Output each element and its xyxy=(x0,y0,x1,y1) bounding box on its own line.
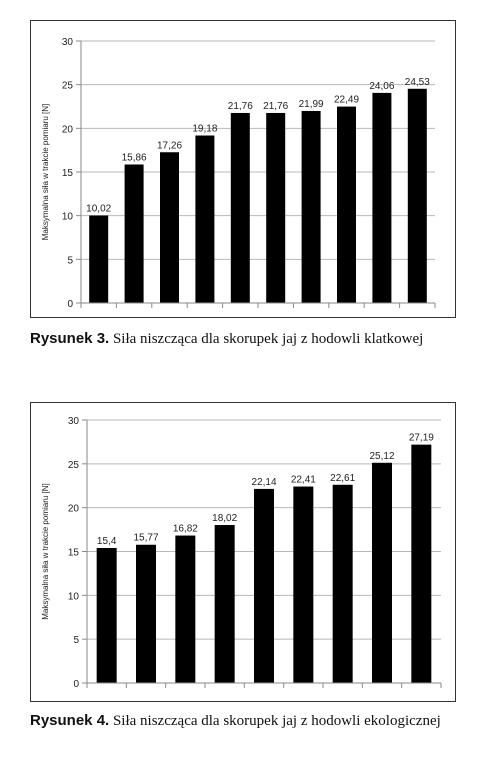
data-label: 21,76 xyxy=(263,100,289,112)
data-label: 22,41 xyxy=(290,474,316,486)
y-tick-label: 25 xyxy=(67,459,79,471)
data-label: 21,99 xyxy=(298,98,324,110)
chart-frame xyxy=(30,20,456,318)
bar xyxy=(195,135,214,303)
bar xyxy=(215,525,235,683)
data-label: 10,02 xyxy=(86,203,112,215)
bar xyxy=(231,113,250,303)
data-label: 19,18 xyxy=(192,123,218,135)
data-label: 17,26 xyxy=(156,140,183,152)
data-label: 15,86 xyxy=(121,152,147,164)
data-label: 16,82 xyxy=(172,523,198,535)
data-label: 18,02 xyxy=(212,513,238,525)
bar xyxy=(266,113,285,303)
chart-frame xyxy=(30,402,456,702)
bar xyxy=(89,215,108,303)
y-tick-label: 30 xyxy=(67,416,79,427)
y-axis-title: Maksymalna siła w trakcie pomiaru [N] xyxy=(41,483,50,620)
y-tick-label: 0 xyxy=(73,679,79,690)
bar-chart xyxy=(31,403,455,701)
y-tick-label: 10 xyxy=(67,591,79,603)
y-tick-label: 0 xyxy=(67,299,73,310)
bar xyxy=(372,93,391,303)
bar xyxy=(337,107,356,303)
data-label: 15,4 xyxy=(96,535,117,547)
data-label: 22,61 xyxy=(330,472,356,484)
bar xyxy=(333,485,353,683)
caption-label: Rysunek 4. xyxy=(30,712,110,729)
figure-caption xyxy=(30,712,460,730)
bar xyxy=(97,548,117,683)
bar xyxy=(411,445,431,683)
y-tick-label: 10 xyxy=(61,211,73,223)
data-label: 22,49 xyxy=(333,94,360,106)
y-tick-label: 15 xyxy=(61,168,73,179)
caption-text: Siła niszcząca dla skorupek jaj z hodowli klatkowej xyxy=(109,331,424,347)
bar xyxy=(254,489,274,683)
data-label: 15,77 xyxy=(133,532,159,544)
bar xyxy=(408,89,427,303)
bar xyxy=(293,487,313,683)
y-tick-label: 15 xyxy=(67,547,79,559)
data-label: 24,53 xyxy=(404,76,430,88)
bar-chart xyxy=(31,21,455,317)
caption-text: Siła niszcząca dla skorupek jaj z hodowli ekologicznej xyxy=(109,713,441,729)
y-tick-label: 5 xyxy=(67,255,73,267)
bar xyxy=(372,463,392,683)
bar xyxy=(160,152,179,303)
figure-caption xyxy=(30,330,460,348)
data-label: 21,76 xyxy=(227,100,253,112)
bar xyxy=(302,111,321,303)
data-label: 24,06 xyxy=(369,80,395,92)
y-tick-label: 30 xyxy=(61,37,73,48)
y-tick-label: 20 xyxy=(61,124,73,136)
bar xyxy=(175,536,195,683)
data-label: 27,19 xyxy=(408,432,434,444)
caption-label: Rysunek 3. xyxy=(30,330,110,347)
y-tick-label: 25 xyxy=(61,80,73,92)
y-tick-label: 20 xyxy=(67,503,79,515)
y-axis-title: Maksymalna siła w trakcie pomiaru [N] xyxy=(41,103,50,241)
bar xyxy=(136,545,156,683)
data-label: 22,14 xyxy=(251,476,277,488)
y-tick-label: 5 xyxy=(73,635,79,647)
bar xyxy=(125,164,144,303)
data-label: 25,12 xyxy=(369,450,395,462)
